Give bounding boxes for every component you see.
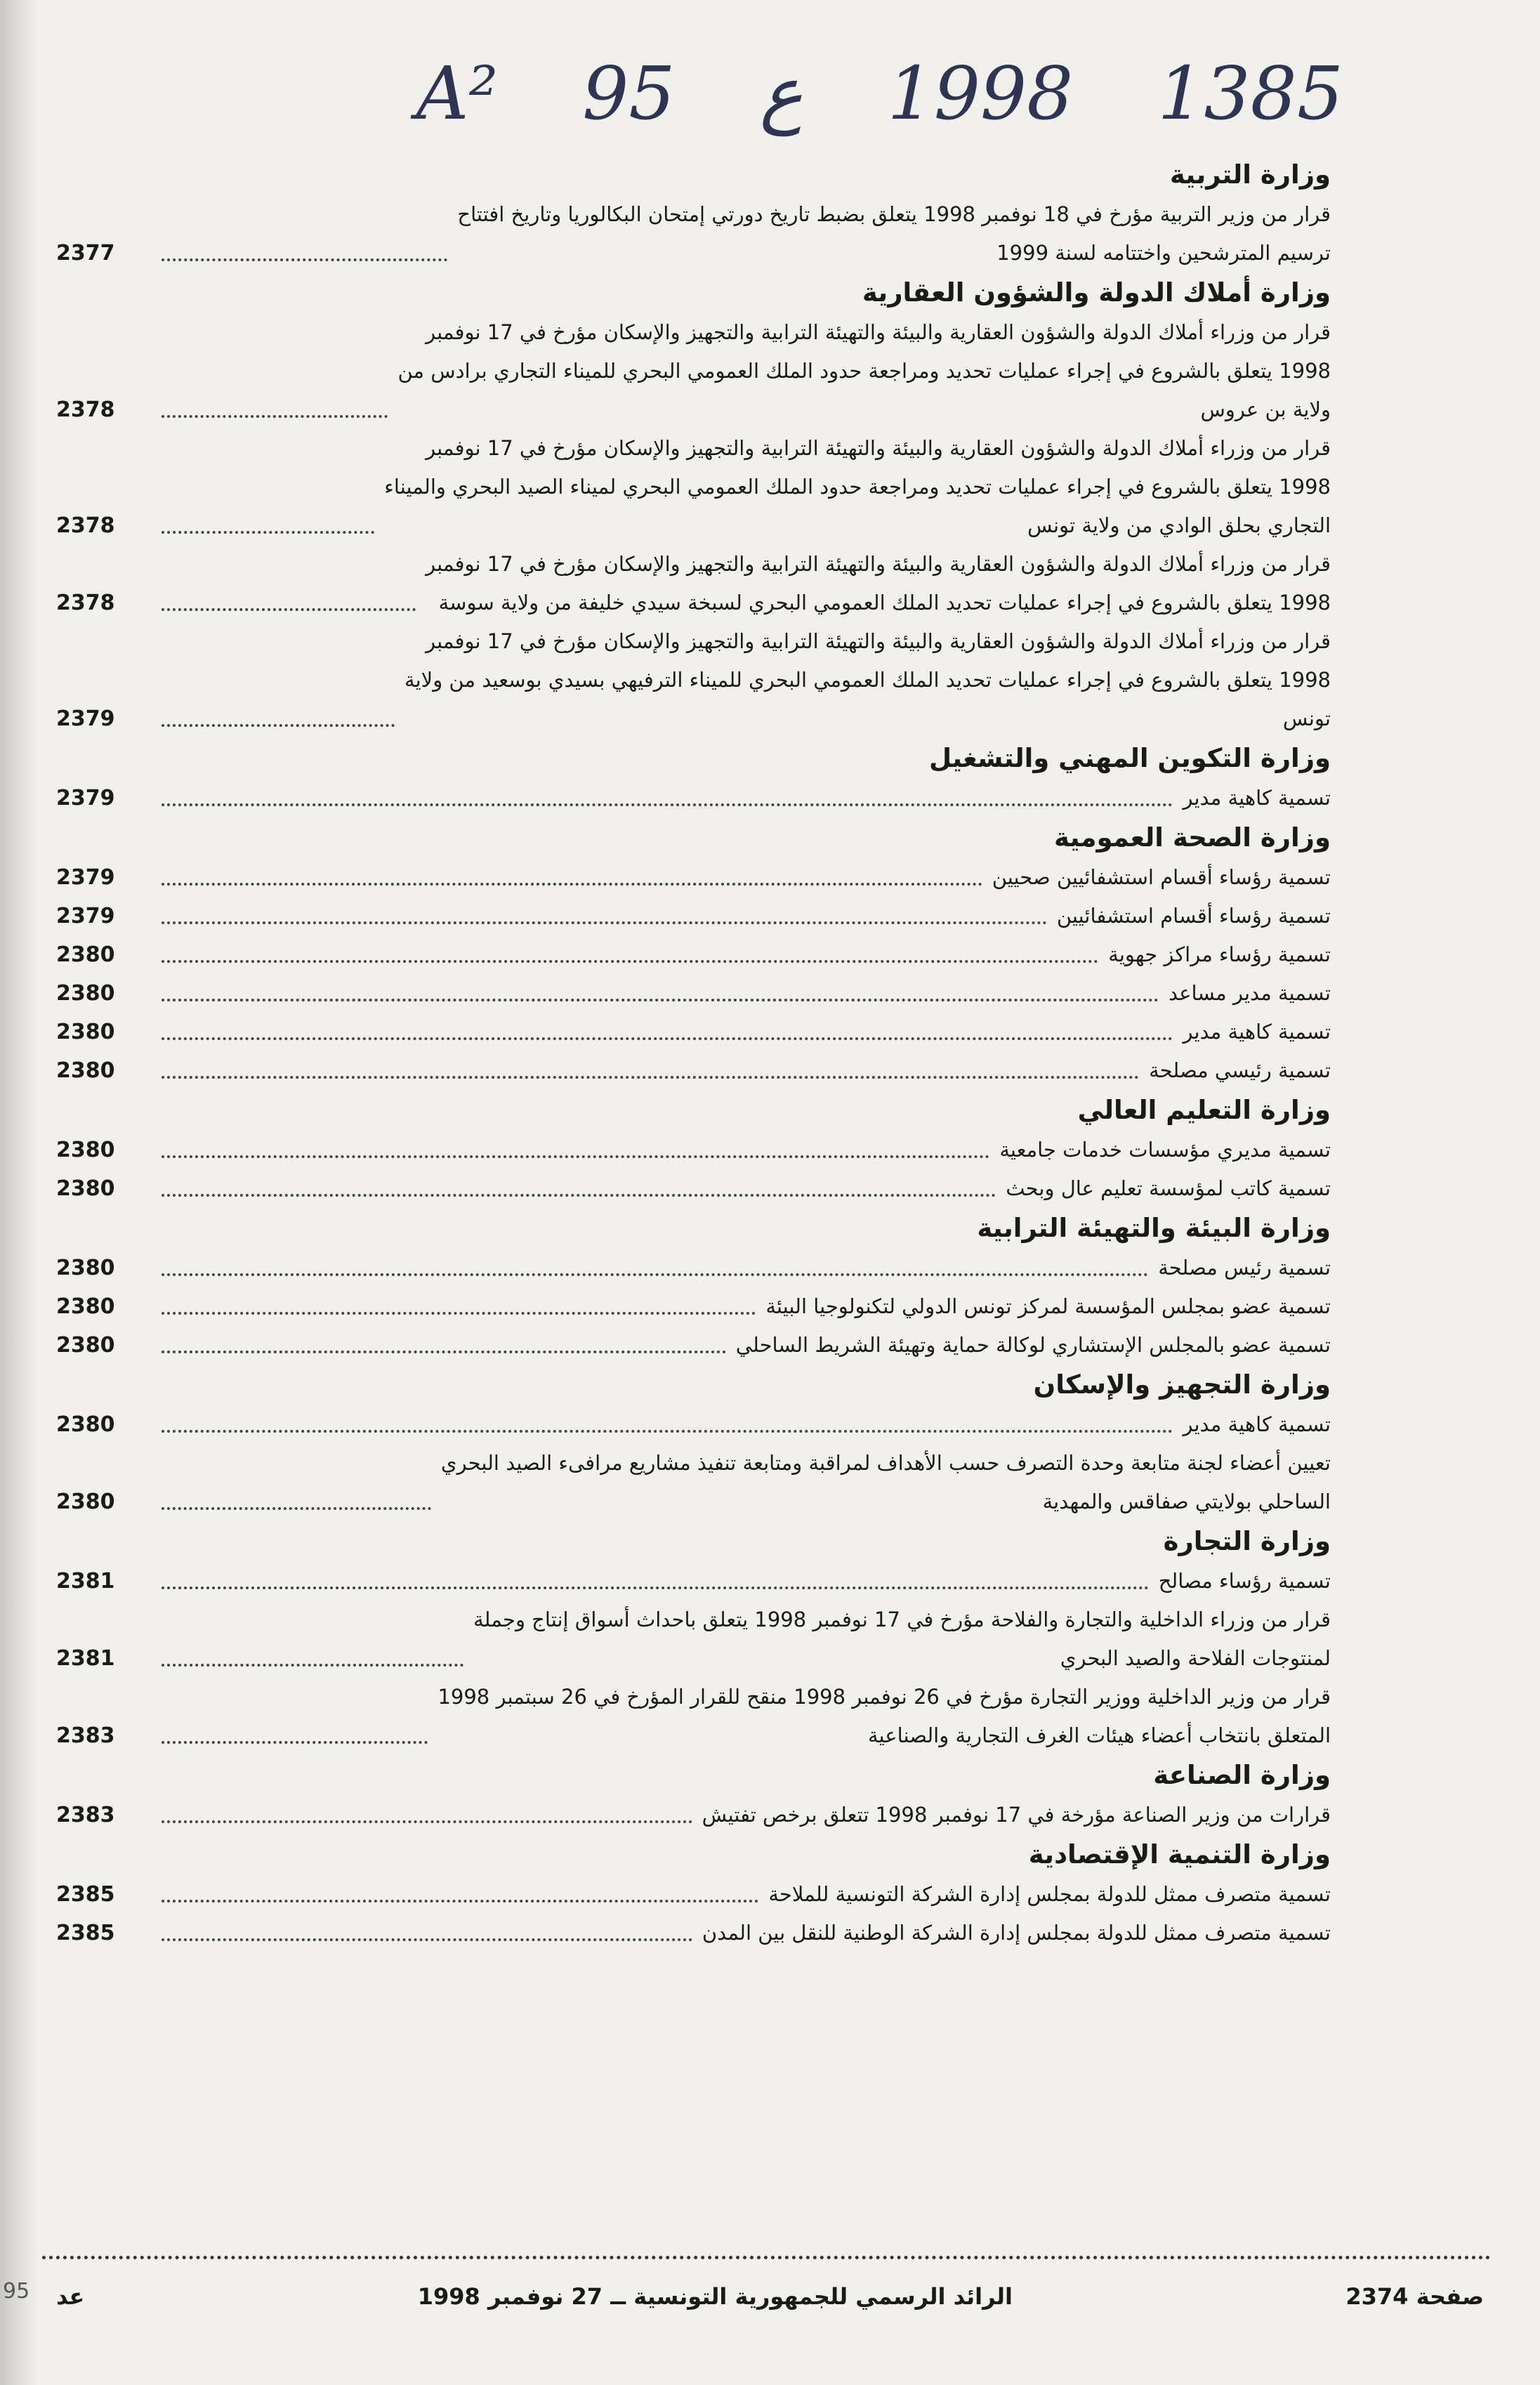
toc-entry-text: تسمية كاتب لمؤسسة تعليم عال وبحث <box>1006 1176 1331 1200</box>
ministry-title: وزارة البيئة والتهيئة الترابية <box>977 1213 1331 1243</box>
toc-page-number: 2383 <box>56 1803 115 1827</box>
ministry-title: وزارة التكوين المهني والتشغيل <box>928 743 1331 773</box>
toc-entry-text: قرار من وزراء أملاك الدولة والشؤون العقارية والبيئة والتهيئة الترابية والتجهيز والإسكان مؤرخ في 17 نوفمبر 1998 يتعلق بالشروع في إجراء عمليات تحديد ومراجعة حدود الملك العمومي البحري للميناء التجاري برادس من ولاية بن عروس <box>397 320 1331 421</box>
ministry-section <box>56 1834 1331 1952</box>
toc-entry <box>56 935 1331 974</box>
dot-leader <box>162 1194 996 1197</box>
toc-page-number: 2379 <box>56 865 115 890</box>
toc-entry-text: تسمية رؤساء أقسام استشفائيين <box>1056 904 1331 928</box>
annotation-part-3: ع <box>759 51 803 136</box>
toc-page-number: 2379 <box>56 707 115 731</box>
ministry-section <box>56 272 1331 738</box>
toc-entry <box>56 897 1331 935</box>
ministry-title: وزارة التجهيز والإسكان <box>1033 1369 1331 1400</box>
dot-leader <box>162 258 447 261</box>
toc-entry-text: تسمية رؤساء أقسام استشفائيين صحيين <box>992 865 1331 889</box>
toc-page-number: 2385 <box>56 1882 115 1907</box>
ministry-section <box>56 1521 1331 1755</box>
toc-entry-text: تسمية عضو بمجلس المؤسسة لمركز تونس الدولي لتكنولوجيا البيئة <box>765 1294 1331 1318</box>
annotation-part-1: A² <box>416 51 499 136</box>
toc-entry <box>56 1601 1331 1678</box>
toc-entry <box>56 1013 1331 1051</box>
annotation-part-2: 95 <box>582 51 676 136</box>
toc-entry-text: قرار من وزراء الداخلية والتجارة والفلاحة مؤرخ في 17 نوفمبر 1998 يتعلق باحداث أسواق إنتاج وجملة لمنتوجات الفلاحة والصيد البحري <box>473 1608 1331 1670</box>
page-left-edge-shadow <box>0 0 39 2385</box>
toc-entry <box>56 1051 1331 1090</box>
dot-leader <box>162 1820 692 1823</box>
footer-page-label: صفحة <box>1416 2283 1484 2310</box>
footer-title: الرائد الرسمي للجمهورية التونسية ــ 27 نوفمبر 1998 <box>417 2283 1013 2310</box>
dot-leader <box>162 1273 1148 1276</box>
toc-page-number: 2380 <box>56 1294 115 1319</box>
toc-entry <box>56 1405 1331 1444</box>
toc-entry-text: تسمية مديري مؤسسات خدمات جامعية <box>999 1138 1331 1162</box>
ministry-title: وزارة التجارة <box>1163 1526 1331 1556</box>
handwritten-annotation <box>416 51 1343 136</box>
footer-page <box>1345 2283 1484 2310</box>
toc-page-number: 2379 <box>56 904 115 928</box>
toc-entry <box>56 545 1331 622</box>
dot-leader <box>162 960 1098 963</box>
footer-page-number: 2374 <box>1345 2283 1409 2310</box>
dot-leader <box>162 999 1159 1001</box>
dot-leader <box>162 415 388 418</box>
toc-page-number: 2380 <box>56 1138 115 1162</box>
dot-leader <box>162 1586 1149 1589</box>
toc-entry-text: تسمية كاهية مدير <box>1183 1020 1331 1044</box>
ministry-title: وزارة الصناعة <box>1153 1760 1331 1790</box>
toc-entry-text: قرار من وزراء أملاك الدولة والشؤون العقارية والبيئة والتهيئة الترابية والتجهيز والإسكان مؤرخ في 17 نوفمبر 1998 يتعلق بالشروع في إجراء عمليات تحديد ومراجعة حدود الملك العمومي البحري لميناء الصيد البحري والميناء التجاري بحلق الوادي من ولاية تونس <box>384 436 1331 537</box>
ministry-title: وزارة التعليم العالي <box>1077 1095 1331 1125</box>
toc-entry-text: قرار من وزير الداخلية ووزير التجارة مؤرخ في 26 نوفمبر 1998 منقح للقرار المؤرخ في 26 سبتمبر 1998 المتعلق بانتخاب أعضاء هيئات الغرف التجارية والصناعية <box>437 1685 1331 1747</box>
toc-entry <box>56 779 1331 817</box>
toc-entry <box>56 1169 1331 1208</box>
toc-page-number: 2381 <box>56 1646 115 1671</box>
toc-entry-text: تسمية مدير مساعد <box>1168 981 1331 1005</box>
ministry-section <box>56 1208 1331 1365</box>
toc-page-number: 2381 <box>56 1569 115 1594</box>
toc-page-number: 2378 <box>56 398 115 422</box>
dot-leader <box>162 1430 1173 1433</box>
dot-leader <box>162 724 395 727</box>
dot-leader <box>162 1037 1173 1040</box>
toc-page-number: 2380 <box>56 1020 115 1044</box>
dot-leader <box>162 1938 692 1941</box>
toc-entry <box>56 1796 1331 1834</box>
toc-page-number: 2383 <box>56 1723 115 1748</box>
toc-page-number: 2380 <box>56 1490 115 1514</box>
dot-leader <box>162 1312 756 1315</box>
ministry-section <box>56 738 1331 817</box>
toc-entry-text: قرار من وزراء أملاك الدولة والشؤون العقارية والبيئة والتهيئة الترابية والتجهيز والإسكان مؤرخ في 17 نوفمبر 1998 يتعلق بالشروع في إجراء عمليات تحديد الملك العمومي البحري لسبخة سيدي خليفة من ولاية سوسة <box>426 552 1331 615</box>
ministry-title: وزارة التنمية الإقتصادية <box>1028 1839 1331 1870</box>
toc-entry <box>56 1131 1331 1169</box>
toc-entry <box>56 1562 1331 1601</box>
toc-entry-text: تسمية كاهية مدير <box>1183 786 1331 810</box>
dot-leader <box>162 883 982 886</box>
dot-leader <box>162 1351 726 1353</box>
toc-page-number: 2378 <box>56 513 115 538</box>
toc-entry <box>56 1875 1331 1914</box>
toc-page-number: 2378 <box>56 591 115 615</box>
toc-entry-text: قرار من وزراء أملاك الدولة والشؤون العقارية والبيئة والتهيئة الترابية والتجهيز والإسكان مؤرخ في 17 نوفمبر 1998 يتعلق بالشروع في إجراء عمليات تحديد الملك العمومي البحري للميناء الترفيهي بسيدي بوسعيد من ولاية تونس <box>404 629 1331 730</box>
dot-leader <box>162 921 1047 924</box>
toc-entry-text: تعيين أعضاء لجنة متابعة وحدة التصرف حسب الأهداف لمراقبة ومتابعة تنفيذ مشاريع مرافىء الصيد البحري الساحلي بولايتي صفاقس والمهدية <box>440 1451 1331 1513</box>
toc-entry-text: تسمية رؤساء مصالح <box>1158 1569 1331 1593</box>
ministry-title: وزارة أملاك الدولة والشؤون العقارية <box>862 277 1331 308</box>
ministry-title: وزارة الصحة العمومية <box>1054 822 1331 853</box>
toc-entry-text: تسمية عضو بالمجلس الإستشاري لوكالة حماية وتهيئة الشريط الساحلي <box>735 1333 1331 1357</box>
footer-divider <box>42 2256 1491 2259</box>
toc-page-number: 2380 <box>56 1333 115 1358</box>
ministry-section <box>56 817 1331 1090</box>
ministry-title: وزارة التربية <box>1169 159 1331 190</box>
dot-leader <box>162 803 1173 806</box>
toc-entry-text: تسمية متصرف ممثل للدولة بمجلس إدارة الشركة التونسية للملاحة <box>768 1882 1331 1906</box>
annotation-part-5: 1385 <box>1157 51 1343 136</box>
dot-leader <box>162 1155 989 1158</box>
toc-entry <box>56 313 1331 429</box>
toc-entry <box>56 195 1331 272</box>
toc-entry <box>56 622 1331 738</box>
dot-leader <box>162 1900 758 1903</box>
toc-page-number: 2380 <box>56 1412 115 1437</box>
toc-entry-text: قرارات من وزير الصناعة مؤرخة في 17 نوفمبر 1998 تتعلق برخص تفتيش <box>702 1803 1331 1827</box>
toc-page-number: 2377 <box>56 241 115 265</box>
dot-leader <box>162 608 416 611</box>
dot-leader <box>162 1664 463 1667</box>
toc-entry <box>56 1249 1331 1287</box>
toc-page-number: 2380 <box>56 1176 115 1201</box>
toc-page-number: 2379 <box>56 786 115 810</box>
edge-fragment: 95 <box>3 2279 30 2304</box>
ministry-section <box>56 1755 1331 1834</box>
ministry-section <box>56 1365 1331 1521</box>
toc-page-number: 2380 <box>56 1256 115 1280</box>
toc-entry <box>56 1678 1331 1755</box>
ministry-section <box>56 1090 1331 1208</box>
page-footer <box>56 2275 1484 2318</box>
toc-entry-text: تسمية رئيسي مصلحة <box>1149 1058 1331 1082</box>
dot-leader <box>162 1076 1139 1079</box>
table-of-contents <box>56 155 1331 2233</box>
toc-page-number: 2385 <box>56 1921 115 1945</box>
toc-entry <box>56 1287 1331 1326</box>
toc-entry-text: قرار من وزير التربية مؤرخ في 18 نوفمبر 1998 يتعلق بضبط تاريخ دورتي إمتحان البكالوريا وتاريخ افتتاح ترسيم المترشحين واختتامه لسنة 1999 <box>457 202 1331 265</box>
dot-leader <box>162 1507 431 1510</box>
annotation-part-4: 1998 <box>887 51 1074 136</box>
toc-entry-text: تسمية رئيس مصلحة <box>1158 1256 1331 1280</box>
dot-leader <box>162 531 374 534</box>
toc-entry-text: تسمية رؤساء مراكز جهوية <box>1108 942 1331 966</box>
toc-page-number: 2380 <box>56 942 115 967</box>
toc-page-number: 2380 <box>56 1058 115 1083</box>
dot-leader <box>162 1741 428 1744</box>
toc-page-number: 2380 <box>56 981 115 1006</box>
toc-entry-text: تسمية متصرف ممثل للدولة بمجلس إدارة الشركة الوطنية للنقل بين المدن <box>702 1921 1331 1945</box>
toc-entry-text: تسمية كاهية مدير <box>1183 1412 1331 1436</box>
toc-entry <box>56 429 1331 545</box>
toc-entry <box>56 974 1331 1013</box>
footer-left-fragment: عد <box>56 2283 85 2310</box>
toc-entry <box>56 858 1331 897</box>
toc-entry <box>56 1914 1331 1952</box>
toc-entry <box>56 1444 1331 1521</box>
toc-entry <box>56 1326 1331 1365</box>
ministry-section <box>56 155 1331 272</box>
